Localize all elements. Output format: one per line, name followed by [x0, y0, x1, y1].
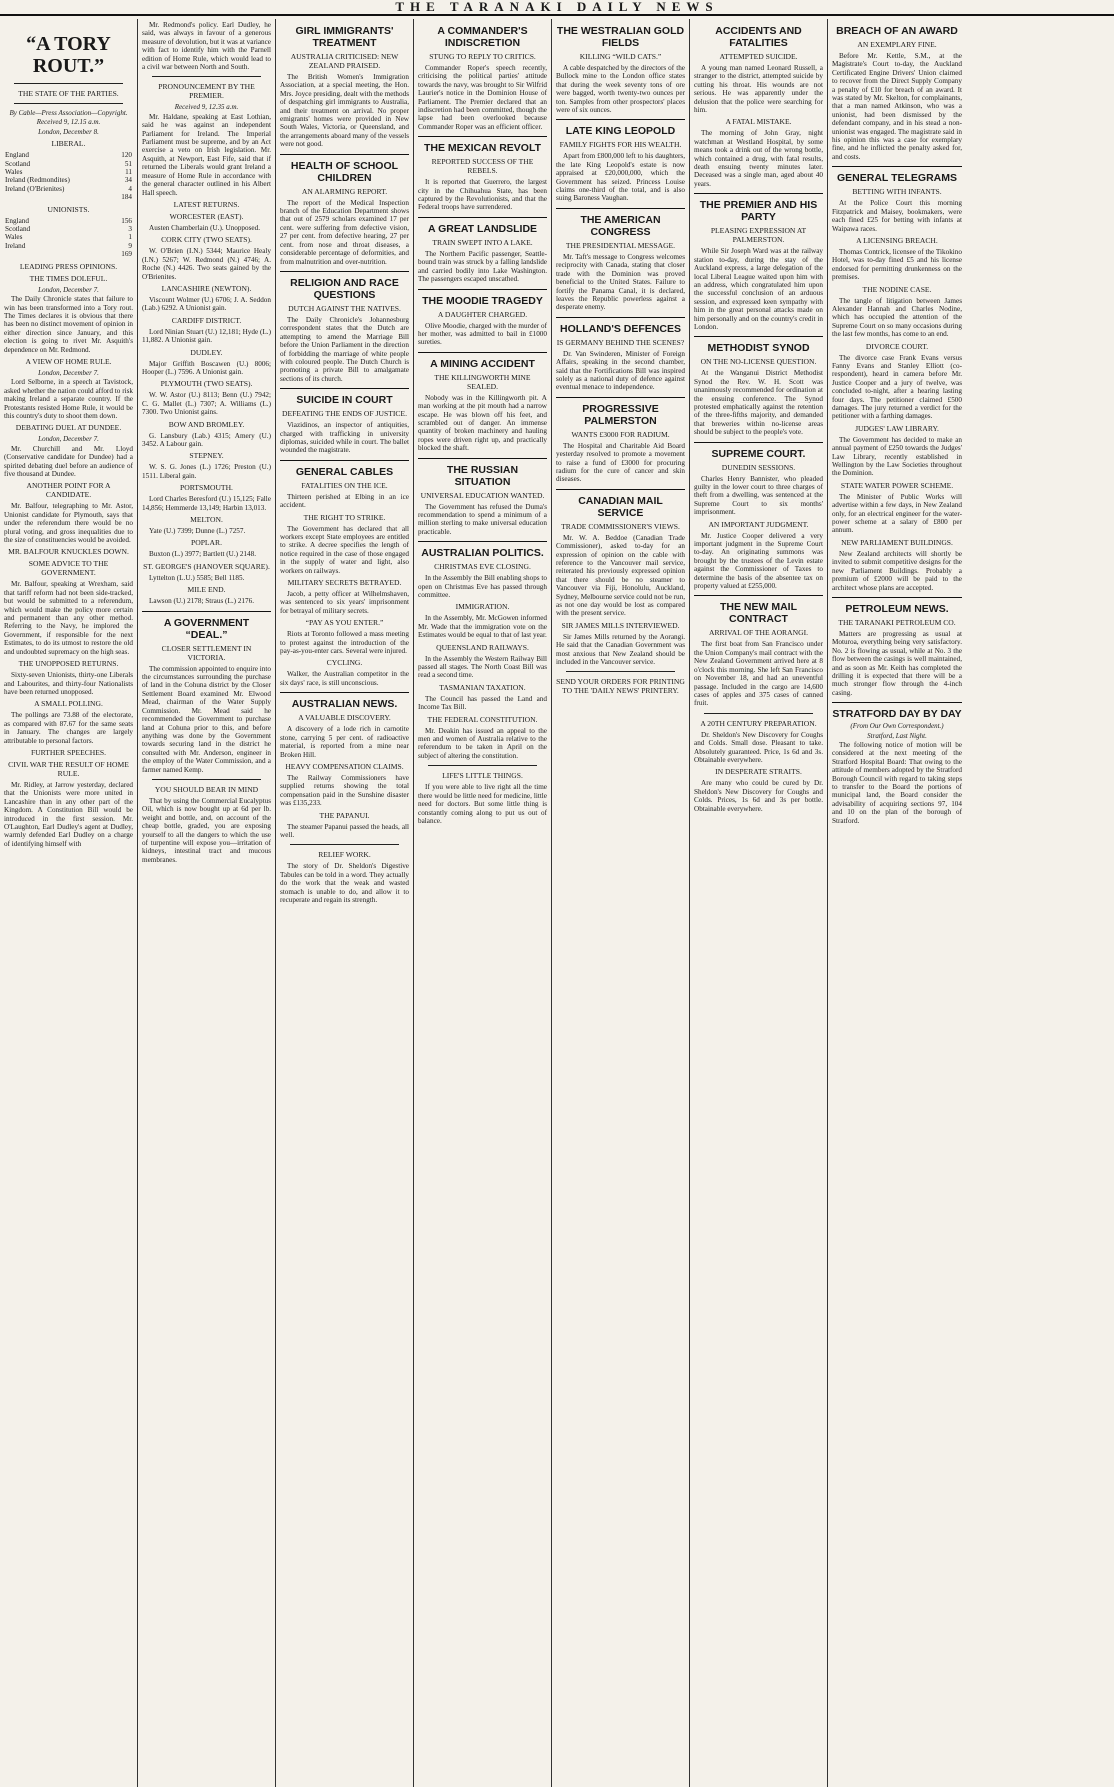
headline-hollands-defences: HOLLAND'S DEFENCES: [560, 322, 681, 335]
constituency: PORTSMOUTH.: [180, 483, 233, 493]
article-text: Sixty-seven Unionists, thirty-one Liberals and Labourites, and thirty-four Nationalists have been returned unopposed.: [4, 671, 133, 696]
constituency: PLYMOUTH (TWO SEATS).: [160, 379, 253, 389]
article-text: The Minister of Public Works will advertise within a few days, in New Zealand only, for an electrical engineer for the water-power scheme at a salary of £800 per annum.: [832, 492, 962, 535]
subhead-latest-returns: LATEST RETURNS.: [173, 199, 240, 209]
column-7: [828, 19, 966, 1787]
subhead-civil-war: CIVIL WAR THE RESULT OF HOME RULE.: [8, 759, 129, 778]
dateline: London, December 7.: [38, 435, 99, 444]
subhead: THE PAPANUI.: [319, 810, 370, 820]
article-text: A young man named Leonard Russell, a stranger to the district, attempted suicide by cutting his throat. His wounds are not serious. He was apparently under the delusion that the police were searching for him.: [694, 64, 823, 115]
column-2: [138, 19, 276, 1787]
constituency: MILE END.: [187, 585, 226, 595]
constituency: STEPNEY.: [189, 451, 224, 461]
constituency: MELTON.: [190, 515, 223, 525]
headline-school-children: HEALTH OF SCHOOL CHILDREN: [290, 159, 399, 184]
article-text: The Hospital and Charitable Aid Board yesterday resolved to promote a movement to raise a fund of £3000 for procuring radium for the cure of cancer and skin diseases.: [556, 441, 685, 484]
headline-general-cables: GENERAL CABLES: [295, 465, 394, 478]
advert-heading: A 20TH CENTURY PREPARATION.: [700, 718, 817, 728]
headline-mexican-revolt: THE MEXICAN REVOLT: [423, 142, 542, 155]
result-text: G. Lansbury (Lab.) 4315; Amery (U.) 3452. A Labour gain.: [142, 431, 271, 448]
article-text: Mr. Balfour, speaking at Wrexham, said that tariff reform had not been side-tracked, but would be submitted to a referendum, which would make the policy more certain and permanent than any other method. Referring to the Navy, he implored the Government, if responsible for the next Estimates, to do its utmost to restore the old and undoubted supremacy on the high seas.: [4, 580, 133, 656]
article-text: The Daily Chronicle states that failure to win has been transformed into a Tory rout. The Times declares it is obvious that there has been no distinct movement of opinion in either direction since January, and this election is going to rivet Mr. Asquith's dependence on Mr. Redmond.: [4, 295, 133, 354]
masthead: THE TARANAKI DAILY NEWS: [0, 0, 1114, 16]
divider: [280, 271, 409, 272]
column-5: [552, 19, 690, 1787]
subhead: NEW PARLIAMENT BUILDINGS.: [841, 537, 953, 547]
subhead-knuckles: MR. BALFOUR KNUCKLES DOWN.: [8, 547, 129, 557]
subhead: HEAVY COMPENSATION CLAIMS.: [285, 761, 404, 771]
article-text: Mr. Churchill and Mr. Lloyd (Conservative candidate for Dundee) had a spirited debating duel before an audience of five thousand at Dundee.: [4, 444, 133, 478]
advert-text: Dr. Sheldon's New Discovery for Coughs and Colds. Small dose. Pleasant to take. Absolutely guaranteed. Price, 1s 6d and 3s. Obtainable everywhere.: [694, 730, 823, 764]
headline-gold-fields: THE WESTRALIAN GOLD FIELDS: [556, 25, 685, 49]
divider: [280, 460, 409, 461]
result-text: Lord Charles Beresford (U.) 15,125; Falle 14,856; Hemmerde 13,149; Harbin 13,013.: [142, 495, 271, 512]
article-text: At the Wanganui District Methodist Synod the Rev. W. H. Scott was unanimously recommended for ordination at the ensuing conference. The Synod protested emphatically against the retention of the three-fifths majority, and demanded that breweries within no-license areas should be subject to the people's vote.: [694, 369, 823, 437]
divider: [556, 397, 685, 398]
subhead: A VALUABLE DISCOVERY.: [298, 713, 391, 723]
table-row: Wales 1: [5, 233, 132, 242]
article-text: Mr. Haldane, speaking at East Lothian, said he was against an independent Parliament for Ireland. The Imperial Parliament must be supreme, and by an Act exercise a veto on Irish legislation. Mr. Asquith, at Newport, East Fife, said that if returned the Liberals would grant Ireland a measure of Home Rule in accordance with the general character outlined in his Albert Hall speech.: [142, 112, 271, 197]
article-text: Jacob, a petty officer at Wilhelmshaven, was sentenced to six years' imprisonment for betrayal of military secrets.: [280, 590, 409, 615]
article-text: In the Assembly the Bill enabling shops to open on Christmas Eve has passed through committee.: [418, 574, 547, 599]
article-text: Viazidinos, an inspector of antiquities, charged with trafficking in university diplomas, suicided while in court. The ballet wounded the magistrate.: [280, 421, 409, 455]
advert-text: If you were able to live right all the time there would be little need for medicine, little need for doctors. But some little thing is constantly coming along to put us out of balance.: [418, 783, 547, 825]
advert-heading: IN DESPERATE STRAITS.: [715, 767, 802, 777]
article-text: Mr. Redmond's policy. Earl Dudley, he said, was always in favour of a generous measure of devolution, but it was at variance with fact to identify him with the Parnell edition of Home Rule, which would lead to a civil war between North and South.: [142, 21, 271, 72]
subhead-another-point: ANOTHER POINT FOR A CANDIDATE.: [26, 481, 111, 500]
subhead: ARRIVAL OF THE AORANGI.: [708, 628, 808, 638]
subhead: DIVORCE COURT.: [865, 341, 929, 351]
constituency: POPLAR.: [190, 538, 223, 548]
column-3: [276, 19, 414, 1787]
table-row: Ireland 9: [5, 241, 132, 250]
table-row: Ireland (O'Brienites) 4: [5, 184, 132, 193]
article-text: Commander Roper's speech recently, criticising the political parties' attitude towards the navy, was brought to Sir Wilfrid Laurier's notice in the Dominion House of Parliament. The Premier declared that an indiscretion had been committed, though the lapse had been overlooked because Commander Roper was an efficient officer.: [418, 64, 547, 131]
divider: [566, 671, 675, 672]
subhead-home-rule: A VIEW OF HOME RULE.: [25, 356, 112, 366]
divider: [280, 388, 409, 389]
columns: [0, 19, 1114, 1787]
column-1: [0, 19, 138, 1787]
article-text: Riots at Toronto followed a mass meeting to protest against the introduction of the pay-as-you-enter cars. Several were injured.: [280, 630, 409, 656]
result-text: Major Griffith Boscawen (U.) 8006; Hooper (L.) 7596. A Unionist gain.: [142, 359, 271, 376]
subhead: JUDGES' LAW LIBRARY.: [855, 423, 939, 433]
article-text: At the Police Court this morning Fitzpatrick and Maisey, bookmakers, were each fined £25 for betting with infants at Waipawa races.: [832, 199, 962, 233]
headline-russian-situation: THE RUSSIAN SITUATION: [446, 463, 519, 488]
result-text: Lord Ninian Stuart (U.) 12,181; Hyde (L.) 11,882. A Unionist gain.: [142, 327, 271, 345]
result-text: W. O'Brien (I.N.) 5344; Maurice Healy (I.N.) 5267; W. Redmond (N.) 4746; A. Roche (N.) 4426. Two seats gained by the O'Brienites.: [142, 247, 271, 281]
subhead: THE NODINE CASE.: [862, 284, 932, 294]
liberal-table: [4, 151, 133, 201]
headline-moodie-tragedy: THE MOODIE TRAGEDY: [422, 294, 543, 307]
article-text: Charles Henry Bannister, who pleaded guilty in the lower court to three charges of theft from a dwelling, was sentenced at the Supreme Court to six months' imprisonment.: [694, 474, 823, 517]
article-text: Walker, the Australian competitor in the six days' race, is still unconscious.: [280, 670, 409, 687]
result-text: W. S. G. Jones (L.) 1726; Preston (U.) 1511. Liberal gain.: [142, 463, 271, 480]
article-text: New Zealand architects will shortly be invited to submit competitive designs for the new Parliament Buildings. Probably a premium of £2000 will be paid to the architect whose plans are accepted.: [832, 549, 962, 592]
subhead: AUSTRALIA CRITICISED: NEW ZEALAND PRAISED.: [290, 52, 399, 70]
subhead: PLEASING EXPRESSION AT PALMERSTON.: [710, 226, 807, 245]
subhead: CHRISTMAS EVE CLOSING.: [434, 562, 531, 572]
headline-landslide: A GREAT LANDSLIDE: [427, 222, 538, 235]
subhead: FAMILY FIGHTS FOR HIS WEALTH.: [559, 140, 682, 150]
article-text: The morning of John Gray, night watchman at Westland Hospital, by some means took a drink out of the wrong bottle, which contained a drug, with fatal results, death ensuing twenty minutes later. Deceased was a single man, aged about 40 years.: [694, 129, 823, 188]
subhead: AN ALARMING REPORT.: [301, 186, 388, 196]
table-row: Ireland (Redmondites) 34: [5, 176, 132, 185]
article-text: Sir James Mills returned by the Aorangi. He said that the Canadian Government was most anxious that New Zealand should be included in the Vancouver service.: [556, 632, 685, 667]
subhead: DUNEDIN SESSIONS.: [721, 462, 796, 472]
subhead: A LICENSING BREACH.: [856, 235, 938, 245]
divider: [142, 611, 271, 612]
article-text: Nobody was in the Killingworth pit. A man working at the pit mouth had a narrow escape. He was blown off his feet, and scrambled out of danger. An immense quantity of broken machinery and hauling ropes were driven right up, and practically blocked the shaft.: [418, 393, 547, 453]
subhead-closer-settlement: CLOSER SETTLEMENT IN VICTORIA.: [161, 643, 252, 662]
article-text: The commission appointed to enquire into the circumstances surrounding the purchase of land in the Cohuna district by the Closer Settlement Board examined Mr. Elwood Mead, chairman of the Water Supply Commission. Mr. Mead said he recommended the Government to purchase land at Cohuna prior to this, and before anything was done by the Government towards securing land in the district he consulted with Mr. Anderson, engineer in the employ of the Water Commission, and a farmer named Kemp.: [142, 664, 271, 774]
constituency: ST. GEORGE'S (HANOVER SQUARE).: [143, 561, 270, 571]
divider: [832, 597, 962, 598]
headline-canadian-mail: CANADIAN MAIL SERVICE: [578, 494, 663, 519]
credit: By Cable—Press Association—Copyright.: [9, 109, 128, 117]
subhead: THE TARANAKI PETROLEUM CO.: [838, 617, 956, 627]
subhead: THE PRESIDENTIAL MESSAGE.: [565, 240, 676, 250]
subhead: MILITARY SECRETS BETRAYED.: [287, 578, 402, 588]
divider: [418, 217, 547, 218]
subhead: THE KILLINGWORTH MINE SEALED.: [434, 372, 531, 391]
printery-notice: SEND YOUR ORDERS FOR PRINTING TO THE 'DAILY NEWS' PRINTERY.: [556, 677, 685, 696]
result-text: Lyttelton (L.U.) 5585; Bell 1185.: [149, 573, 245, 582]
headline-palmerston: PROGRESSIVE PALMERSTON: [582, 402, 659, 427]
headline-general-telegrams: GENERAL TELEGRAMS: [837, 172, 957, 185]
table-total: 184: [121, 193, 132, 202]
result-text: Lawson (U.) 2178; Straus (L.) 2176.: [149, 597, 255, 606]
subhead: TRAIN SWEPT INTO A LAKE.: [432, 237, 533, 247]
subhead: SIR JAMES MILLS INTERVIEWED.: [561, 620, 680, 630]
constituency: WORCESTER (EAST).: [169, 211, 244, 221]
article-text: The Government has declared that all workers except State employees are entitled to strike. A decree specifies the length of notice required in the case of those engaged in the supply of water and light, also workers on railways.: [280, 524, 409, 575]
received: Received 9, 12.15 a.m.: [36, 118, 101, 127]
article-text: The Government has decided to make an annual payment of £250 towards the Judges' Law Library, recently established in Wellington by the Law Societies throughout the Dominion.: [832, 435, 962, 478]
divider: [556, 208, 685, 209]
result-text: Buxton (L.) 3977; Bartlett (U.) 2148.: [149, 550, 256, 559]
headline-mining-accident: A MINING ACCIDENT: [430, 357, 535, 370]
headline-suicide-court: SUICIDE IN COURT: [296, 394, 393, 407]
divider: [418, 136, 547, 137]
divider: [832, 166, 962, 167]
article-text: Thomas Contrick, licensee of the Tikokino Hotel, was to-day fined £5 and his license endorsed for permitting drunkenness on the premises.: [832, 247, 962, 282]
headline-religion-race: RELIGION AND RACE QUESTIONS: [290, 276, 399, 301]
article-text: The tangle of litigation between James Alexander Hannah and Charles Nodine, which has occupied the attention of the Supreme Court on so many occasions during the last few months, has come to an end.: [832, 296, 962, 339]
subhead: TRADE COMMISSIONER'S VIEWS.: [561, 521, 680, 531]
divider: [556, 317, 685, 318]
headline-australian-news: AUSTRALIAN NEWS.: [291, 698, 398, 711]
headline-breach-award: BREACH OF AN AWARD: [836, 25, 958, 37]
result-text: W. W. Astor (U.) 8113; Benn (U.) 7942; C. G. Mallet (L.) 7307; A. Williams (L.) 7300. Two Unionist gains.: [142, 391, 271, 417]
divider: [418, 352, 547, 353]
constituency: BOW AND BROMLEY.: [168, 419, 245, 429]
column-6: [690, 19, 828, 1787]
article-text: Before Mr. Kettle, S.M., at the Magistrate's Court to-day, the Auckland Certificated Engine Drivers' Union claimed to recover from the Direct Supply Company a penalty of £10 for breach of an award. It was stated by Mr. Skelton, for complainants, that a man named Atkinson, who was a unionist, had been dismissed by the defendant company, and in his stead a non-unionist was engaged. The magistrate said in his opinion this was a case for exemplary fine, and he inflicted the penalty asked for, and costs.: [832, 52, 962, 161]
table-row: England 156: [5, 216, 132, 225]
headline-premier-party: THE PREMIER AND HIS PARTY: [699, 199, 818, 224]
subhead: DEFEATING THE ENDS OF JUSTICE.: [282, 409, 407, 419]
subhead: IS GERMANY BEHIND THE SCENES?: [556, 337, 685, 347]
subhead: UNIVERSAL EDUCATION WANTED.: [420, 490, 545, 500]
article-text: The British Women's Immigration Association, at a special meeting, the Hon. Mrs. Joyce presiding, dealt with the methods of despatching girl immigrants to Australia, and their treatment on arrival. No proper emigrants' homes were provided in New South Wales, Victoria, or Queensland, and the arrangements aboard many of the vessels were not good.: [280, 73, 409, 149]
headline-stratford: STRATFORD DAY BY DAY: [832, 708, 962, 721]
article-text: The Railway Commissioners have supplied returns showing the total compensation paid in the Sunshine disaster was £135,233.: [280, 773, 409, 808]
subhead: THE RIGHT TO STRIKE.: [303, 512, 386, 522]
advert-heading: RELIEF WORK.: [318, 850, 371, 860]
subhead: QUEENSLAND RAILWAYS.: [436, 642, 529, 652]
dateline: London, December 7.: [38, 285, 99, 294]
column-4: [414, 19, 552, 1787]
headline-king-leopold: LATE KING LEOPOLD: [565, 125, 676, 138]
headline-australian-politics: AUSTRALIAN POLITICS.: [421, 547, 544, 560]
correspondent: (From Our Own Correspondent.): [850, 722, 944, 731]
subhead: REPORTED SUCCESS OF THE REBELS.: [431, 157, 534, 176]
divider: [418, 541, 547, 542]
headline-government-deal: A GOVERNMENT “DEAL.”: [163, 616, 250, 641]
article-text: The Council has passed the Land and Income Tax Bill.: [418, 694, 547, 712]
advert-heading: LIFE'S LITTLE THINGS.: [442, 771, 523, 781]
result-text: Austen Chamberlain (U.). Unopposed.: [149, 223, 260, 232]
subhead: BETTING WITH INFANTS.: [852, 187, 942, 197]
article-text: The report of the Medical Inspection branch of the Education Department shows that out of 2579 scholars examined 17 per cent. were suffering from defective vision, 27 per cent. from defective hearing, 27 per cent. from nose and throat diseases, a considerable percentage of deformities, and from malnutrition and over-nutrition.: [280, 198, 409, 266]
article-text: The Northern Pacific passenger, Seattle-bound train was struck by a falling landslide and carried bodily into Lake Washington. The passengers escaped unscathed.: [418, 249, 547, 284]
headline-commander: A COMMANDER'S INDISCRETION: [437, 25, 528, 49]
article-text: The Government has refused the Duma's recommendation to spend a minimum of a million sterling to make universal education practicable.: [418, 502, 547, 536]
headline-tory-rout: “A TORY ROUT.”: [26, 33, 111, 77]
article-text: Mr. Ridley, at Jarrow yesterday, declared that the Unionists were more united in Lancashire than in any other part of the Kingdom. A Constitution Bill would be introduced in the first session. Mr. O'Laughton, Earl Dudley's agent at Dudley, warmly defended Earl Dudley on a charge of identifying himself with: [4, 780, 133, 848]
advert-text: Are many who could be cured by Dr. Sheldon's New Discovery for Coughs and Colds. Prices, 1s 6d and 3s per bottle. Obtainable everywhere.: [694, 779, 823, 813]
subhead: STUNG TO REPLY TO CRITICS.: [429, 52, 536, 61]
subhead: CYCLING.: [326, 658, 363, 668]
article-text: Thirteen perished at Elbing in an ice accident.: [280, 492, 409, 510]
article-text: A cable despatched by the directors of the Bullock mine to the London office states that during the week seventy tons of ore were bagged, worth twenty-two ounces per ton. Samples from other prospectors' places were of six ounces.: [556, 64, 685, 115]
subhead: WANTS £3000 FOR RADIUM.: [571, 429, 670, 439]
table-total: 169: [121, 250, 132, 259]
divider: [14, 103, 123, 104]
subhead: KILLING “WILD CATS.”: [579, 52, 662, 61]
headline-accidents: ACCIDENTS AND FATALITIES: [715, 25, 802, 49]
subhead: FATALITIES ON THE ICE.: [301, 480, 388, 490]
advert-heading: YOU SHOULD BEAR IN MIND: [154, 784, 259, 794]
divider: [428, 765, 537, 766]
unionist-label: UNIONISTS.: [47, 204, 90, 214]
received: Received 9, 12.35 a.m.: [174, 103, 239, 112]
divider: [418, 289, 547, 290]
article-text: Mr. Balfour, telegraphing to Mr. Astor, Unionist candidate for Plymouth, says that under the referendum there would be no plural voting, and gross inequalities due to the size of constituencies would be avoided.: [4, 502, 133, 545]
headline-supreme-court: SUPREME COURT.: [711, 447, 806, 460]
result-text: Viscount Wolmer (U.) 6706; J. A. Seddon (Lab.) 6292. A Unionist gain.: [142, 295, 271, 313]
divider: [694, 336, 823, 337]
headline-american-congress: THE AMERICAN CONGRESS: [580, 213, 661, 238]
constituency: DUDLEY.: [190, 347, 223, 357]
divider: [290, 844, 399, 845]
subhead-premier: PRONOUNCEMENT BY THE PREMIER.: [158, 82, 255, 101]
divider: [280, 154, 409, 155]
headline-new-mail-contract: THE NEW MAIL CONTRACT: [720, 601, 797, 626]
article-text: In the Assembly the Western Railway Bill passed all stages. The North Coast Bill was read a second time.: [418, 654, 547, 680]
result-text: Yate (U.) 7399; Dunne (L.) 7257.: [149, 527, 246, 536]
article-text: It is reported that Guerrero, the largest city in the Chihuahua State, has been captured by the Revolutionists, and that the Federal troops have surrendered.: [418, 178, 547, 212]
subhead: THE FEDERAL CONSTITUTION.: [427, 714, 538, 724]
subhead: STATE WATER POWER SCHEME.: [840, 480, 954, 490]
subhead: IMMIGRATION.: [455, 602, 510, 612]
divider: [832, 702, 962, 703]
article-text: The steamer Papanui passed the heads, all well.: [280, 822, 409, 839]
subhead: AN EXEMPLARY FINE.: [857, 40, 937, 49]
article-text: While Sir Joseph Ward was at the railway station to-day, during the stay of the Auckland express, a large delegation of the local Liberal League waited upon him with an address, which congratulated him upon the successful conclusion of an arduous session, and expressed keen sympathy with him in the great personal attacks made on him personally and on the country's credit in London.: [694, 247, 823, 331]
article-text: Olive Moodie, charged with the murder of her mother, was admitted to bail in £1000 sureties.: [418, 321, 547, 347]
article-text: The following notice of motion will be considered at the next meeting of the Stratford Hospital Board: That owing to the attitude of members adopted by the Stratford Borough Council with regard to taking steps to transfer to the Board the portions of municipal land, the Board consider the advisability of acquiring sections 97, 104 and 10 on the plan of the borough of Stratford.: [832, 740, 962, 825]
subhead-state-of-parties: THE STATE OF THE PARTIES.: [18, 89, 119, 98]
subhead: “PAY AS YOU ENTER.”: [305, 618, 384, 628]
article-text: Matters are progressing as usual at Moturoa, everything being very satisfactory. No. 2 is flowing as usual, while at No. 3 the flow between the casings is well maintained, and as soon as Mr. Keith has completed the drilling it is expected that there will be a much stronger flow through the 4-inch casing.: [832, 629, 962, 697]
dateline: London, December 8.: [38, 127, 99, 136]
article-text: A discovery of a lode rich in carnotite stone, carrying 5 per cent. of radioactive material, is reported from a mine near Broken Hill.: [280, 725, 409, 759]
dateline: Stratford, Last Night.: [867, 731, 927, 740]
table-row: Wales 11: [5, 168, 132, 177]
divider: [556, 119, 685, 120]
subhead: ON THE NO-LICENSE QUESTION.: [700, 357, 817, 367]
subhead-advice: SOME ADVICE TO THE GOVERNMENT.: [28, 559, 109, 578]
article-text: Mr. W. A. Beddoe (Canadian Trade Commissioner), asked to-day for an expression of opinion on the cable with reference to the Vancouver mail service, reiterated his previously expressed opinion that there should be no steamer to Vancouver via Fiji, Honolulu, Auckland, Sydney, Melbourne service could not be run, as not one day would be lost as compared with the present service.: [556, 533, 685, 618]
subhead: A FATAL MISTAKE.: [725, 117, 792, 127]
subhead: DUTCH AGAINST THE NATIVES.: [288, 303, 401, 313]
divider: [152, 76, 261, 77]
subhead-debating-duel: DEBATING DUEL AT DUNDEE.: [15, 423, 122, 433]
subhead: AN IMPORTANT JUDGMENT.: [708, 519, 809, 529]
dateline: London, December 7.: [38, 368, 99, 377]
article-text: The first boat from San Francisco under the Union Company's mail contract with the New Zealand Government arrived here at 8 o'clock this morning. She left San Francisco on November 18, and had an uneventful passage. Included in the cargo are 14,600 cases of apples and 375 cases of canned fruit.: [694, 640, 823, 708]
article-text: The Daily Chronicle's Johannesburg correspondent states that the Dutch are attempting to amend the Marriage Bill before the Union Parliament in the direction of forbidding the marriage of white people with coloured people. The Dutch Church is promoting a private Bill to amalgamate sections of its church.: [280, 315, 409, 383]
constituency: CORK CITY (TWO SEATS).: [161, 235, 252, 245]
subhead-press-opinions: LEADING PRESS OPINIONS.: [19, 261, 118, 271]
divider: [152, 779, 261, 780]
headline-petroleum-news: PETROLEUM NEWS.: [845, 602, 949, 615]
article-text: Mr. Justice Cooper delivered a very important judgment in the Supreme Court to-day. An originating summons was brought by the trustees of the Levin estate against the Commissioner of Taxes to determine the basis of the absentee tax on property valued at £255,000.: [694, 531, 823, 591]
article-text: Mr. Deakin has issued an appeal to the men and women of Australia relative to the referendum to be taken in April on the subject of altering the constitution.: [418, 726, 547, 760]
headline-methodist-synod: METHODIST SYNOD: [707, 342, 810, 355]
divider: [694, 193, 823, 194]
subhead-unopposed: THE UNOPPOSED RETURNS.: [18, 659, 119, 669]
subhead-times-doleful: THE TIMES DOLEFUL.: [29, 273, 108, 283]
advert-text: That by using the Commercial Eucalyptus Oil, which is now bought up at 6d per lb. weight and bottle, and, on account of the cheap bottle, graded, you are exposing yourself to all the dangers to which the use of turpentine will expose you—irritation of kidneys, intestinal tract and mucous membranes.: [142, 796, 271, 864]
subhead-small-polling: A SMALL POLLING.: [34, 699, 103, 709]
subhead: A DAUGHTER CHARGED.: [437, 309, 528, 319]
article-text: In the Assembly, Mr. McGowen informed Mr. Wade that the immigration vote on the Estimates would be equal to that of last year.: [418, 614, 547, 640]
article-text: Apart from £800,000 left to his daughters, the late King Leopold's estate is now appraised at £20,000,000, which the Government has seized. Princess Louise claims one-third of the total, and is also suing Baroness Vaughan.: [556, 152, 685, 203]
divider: [704, 713, 813, 714]
divider: [694, 595, 823, 596]
unionist-table: [4, 217, 133, 259]
divider: [418, 458, 547, 459]
liberal-label: LIBERAL.: [51, 139, 86, 149]
article-text: Mr. Taft's message to Congress welcomes reciprocity with Canada, stating that closer trade with the Dominion was proved beneficial to the United States. Failure to fortify the Panama Canal, it is declared, leaves the Republic powerless against a desperate enemy.: [556, 252, 685, 312]
constituency: LANCASHIRE (NEWTON).: [161, 283, 252, 293]
table-row: England 120: [5, 151, 132, 160]
divider: [694, 442, 823, 443]
article-text: Dr. Van Swinderen, Minister of Foreign Affairs, speaking in the second chamber, said that the Fortifications Bill was inspired solely as a national duty of defence against eventual menace to independence.: [556, 349, 685, 392]
subhead-further: FURTHER SPEECHES.: [30, 747, 107, 757]
divider: [14, 83, 123, 84]
divider: [556, 489, 685, 490]
table-row: Scotland 3: [5, 225, 132, 234]
divider: [280, 692, 409, 693]
article-text: Lord Selborne, in a speech at Tavistock, asked whether the nation could afford to risk making Ireland a separate country. If the Protestants resisted Home Rule, it would be this country's duty to shoot them down.: [4, 378, 133, 420]
article-text: The pollings are 73.88 of the electorate, as compared with 87.67 for the same seats in January. The changes are largely attributable to personal factors.: [4, 711, 133, 745]
article-text: The divorce case Frank Evans versus Fanny Evans and Stanley Elliott (co-respondent), heard in camera before Mr. Justice Cooper and a jury of twelve, was concluded to-night, after a hearing lasting four days. The petitioner claimed £500 damages. The jury returned a verdict for the petitioner with a farthing damages.: [832, 353, 962, 421]
table-row: Scotland 51: [5, 159, 132, 168]
advert-text: The story of Dr. Sheldon's Digestive Tabules can be told in a word. They actually do the work that the weak and wasted stomach is unable to do, and allow it to recuperate and regain its strength.: [280, 862, 409, 904]
subhead: TASMANIAN TAXATION.: [439, 682, 526, 692]
subhead: ATTEMPTED SUICIDE.: [719, 52, 798, 61]
headline-girl-immigrants: GIRL IMMIGRANTS' TREATMENT: [295, 25, 394, 49]
constituency: CARDIFF DISTRICT.: [171, 315, 242, 325]
